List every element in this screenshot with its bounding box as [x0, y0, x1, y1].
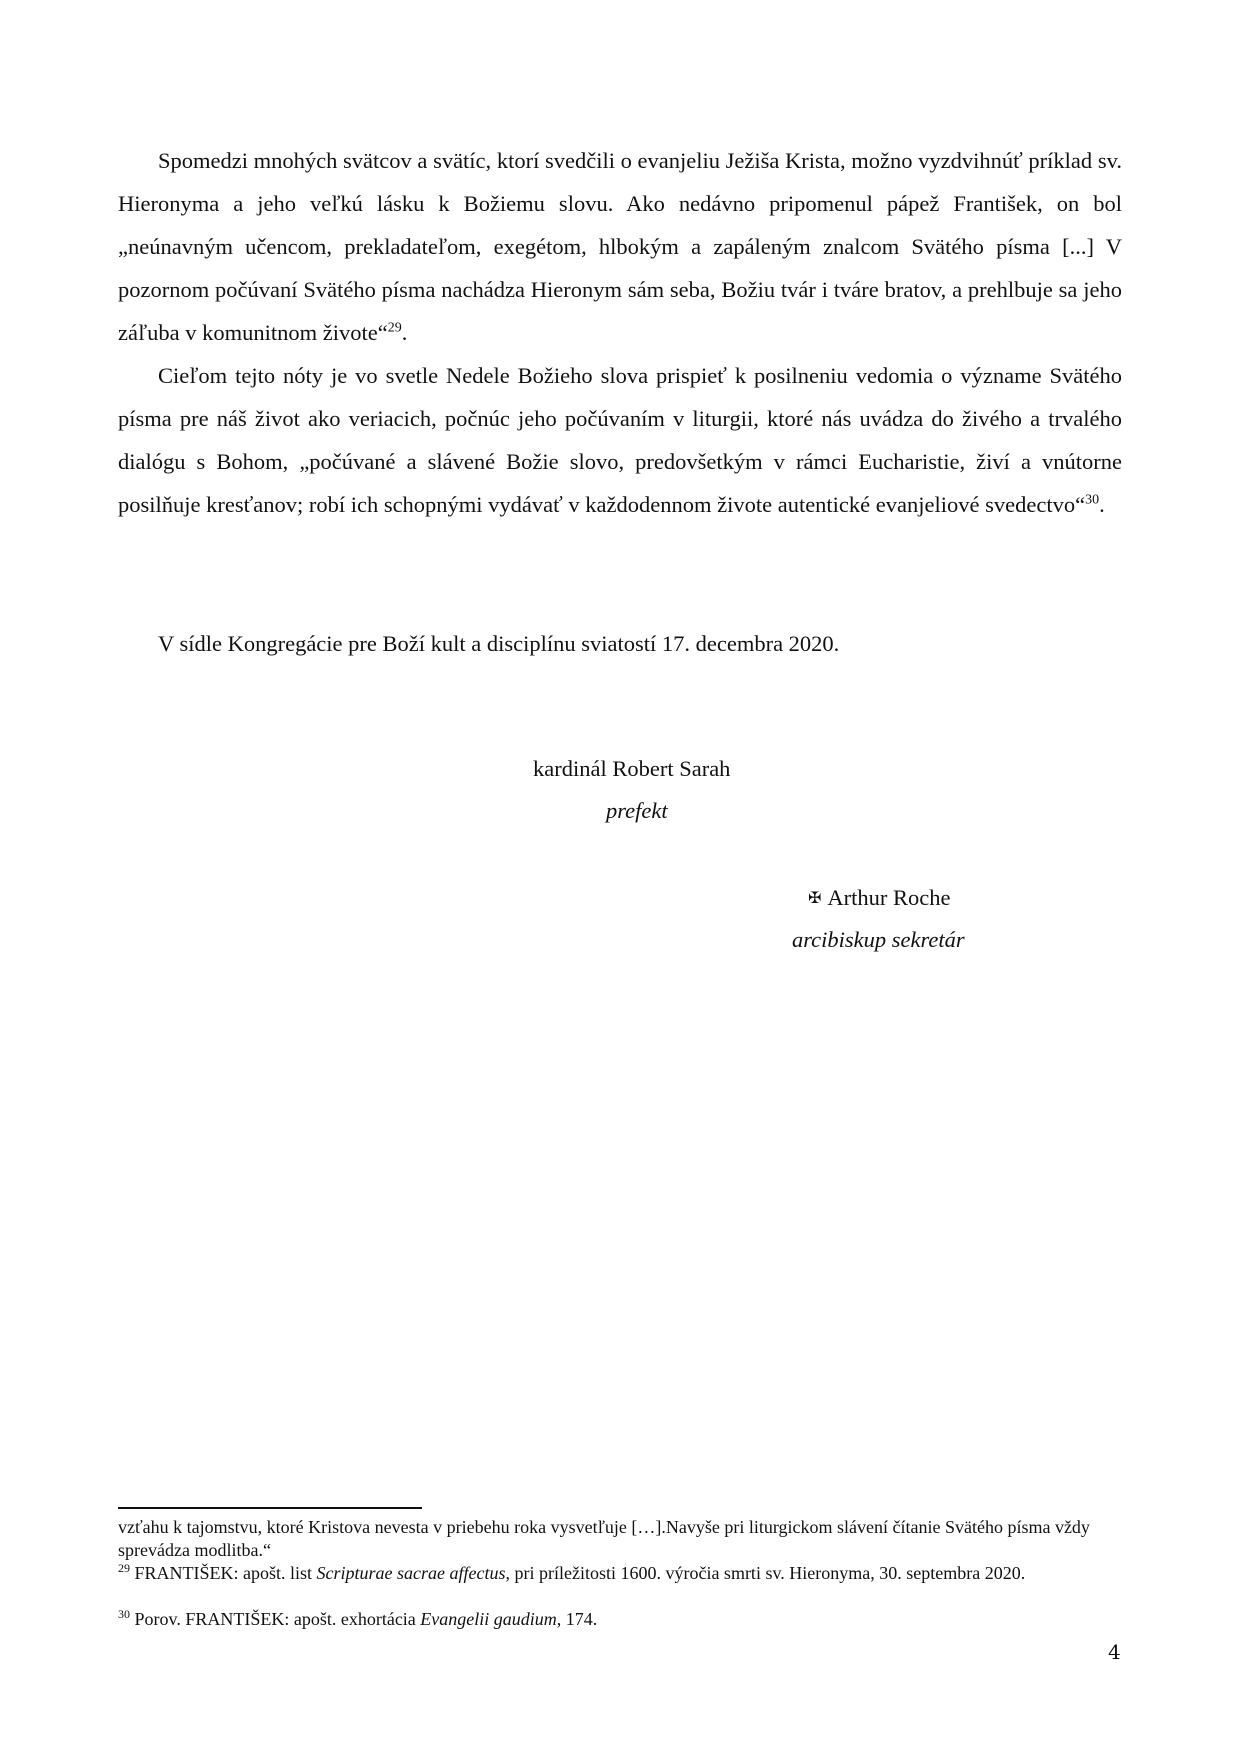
footnote-29 [118, 1562, 1122, 1585]
footnote-continuation: vzťahu k tajomstvu, ktoré Kristova nevesta v priebehu roka vysvetľuje […].Navyše pri liturgickom slávení čítanie Svätého písma vždy sprevádza modlitba.“ [118, 1517, 1090, 1560]
footnote-30-title: Evangelii gaudium [420, 1609, 557, 1629]
footnote-30-post: , 174. [556, 1609, 598, 1629]
footnote-30 [118, 1608, 1122, 1631]
date-place-line [118, 622, 1122, 665]
footnote-29-title: Scripturae sacrae affectus [316, 1563, 506, 1583]
paragraph-2-text: Cieľom tejto nóty je vo svetle Nedele Božieho slova prispieť k posilneniu vedomia o význame Svätého písma pre náš život ako veriacich, počnúc jeho počúvaním v liturgii, ktoré nás uvádza do živého a trvalého dialógu s Bohom, „počúvané a slávené Božie slovo, predovšetkým v rámci Eucharistie, živí a vnútorne posilňuje kresťanov; robí ich schopnými vydávať v každodennom živote autentické evanjeliové svedectvo“ [118, 363, 1122, 517]
signature-name-roche [808, 883, 951, 913]
body-paragraph-1 [118, 139, 1122, 354]
signature-title-prefekt: prefekt [606, 798, 668, 823]
cross-icon: ✠ [808, 888, 822, 907]
paragraph-1-end: . [401, 320, 408, 345]
paragraph-1-text: Spomedzi mnohých svätcov a svätíc, ktorí svedčili o evanjeliu Ježiša Krista, možno vyzdvihnúť príklad sv. Hieronyma a jeho veľkú lásku k Božiemu slovu. Ako nedávno pripomenul pápež František, on bol „neúnavným učencom, prekladateľom, exegétom, hlbokým a zapáleným znalcom Svätého písma [...] V pozornom počúvaní Svätého písma nachádza Hieronym sám seba, Božiu tvár i tváre bratov, a prehlbuje sa jeho záľuba v komunitnom živote“ [118, 148, 1122, 345]
footnote-29-post: , pri príležitosti 1600. výročia smrti sv. Hieronyma, 30. septembra 2020. [505, 1563, 1026, 1583]
paragraph-2-end: . [1099, 492, 1105, 517]
body-paragraph-2 [118, 354, 1122, 526]
signature-name-roche-text: Arthur Roche [827, 885, 951, 910]
footnote-30-pre: Porov. FRANTIŠEK: apošt. exhortácia [130, 1609, 421, 1629]
footnote-separator [118, 1507, 422, 1509]
page-number: 4 [1108, 1640, 1121, 1664]
footnote-29-number: 29 [118, 1561, 130, 1575]
footnote-ref-29[interactable]: 29 [387, 320, 402, 336]
footnote-30-number: 30 [118, 1607, 130, 1621]
footnote-ref-30[interactable]: 30 [1085, 492, 1100, 508]
signature-title-secretary: arcibiskup sekretár [792, 927, 965, 952]
signature-name-sarah: kardinál Robert Sarah [533, 756, 731, 781]
footnote-29-pre: FRANTIŠEK: apošt. list [130, 1563, 317, 1583]
date-place-text: V sídle Kongregácie pre Boží kult a disciplínu sviatostí 17. decembra 2020. [158, 631, 840, 656]
